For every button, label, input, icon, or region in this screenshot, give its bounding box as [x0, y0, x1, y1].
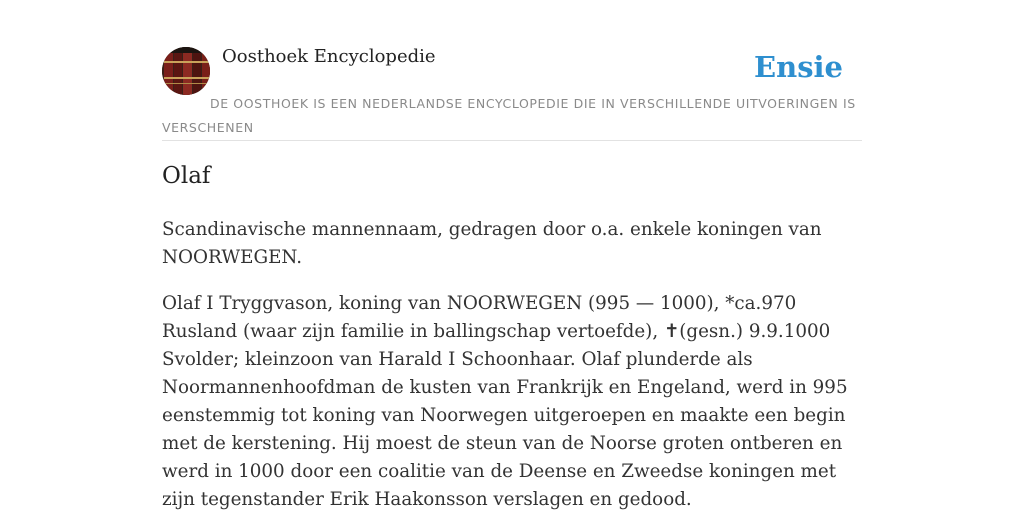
article-paragraph: Olaf I Tryggvason, koning van NOORWEGEN (995 — 1000), *ca.970 Rusland (waar zijn familie in ballingschap vertoefde), ✝(gesn.) 9.9.1000 Svolder; kleinzoon van Harald I Schoonhaar. Olaf plunderde als Noormannenhoofdman de kusten van Frankrijk en Engeland, werd in 995 eenstemmig tot koning van Noorwegen uitgeroepen en maakte een begin met de kerstening. Hij moest de steun van de Noorse groten ontberen en werd in 1000 door een coalitie van de Deense en Zweedse koningen met zijn tegenstander Erik Haakonsson verslagen en gedood.: [162, 293, 848, 510]
book-spines-icon: [162, 47, 210, 95]
article-paragraph: Scandinavische mannennaam, gedragen door o.a. enkele koningen van NOORWEGEN.: [162, 219, 822, 268]
header: [162, 46, 862, 141]
source-name[interactable]: Oosthoek Encyclopedie: [222, 46, 436, 67]
source-tagline: DE OOSTHOEK IS EEN NEDERLANDSE ENCYCLOPEDIE DIE IN VERSCHILLENDE UITVOERINGEN IS VERSCHENEN: [162, 96, 856, 135]
article-body: [162, 216, 872, 512]
article-title: Olaf: [162, 163, 211, 189]
avatar[interactable]: [162, 47, 210, 95]
brand-logo[interactable]: Ensie: [754, 50, 843, 84]
